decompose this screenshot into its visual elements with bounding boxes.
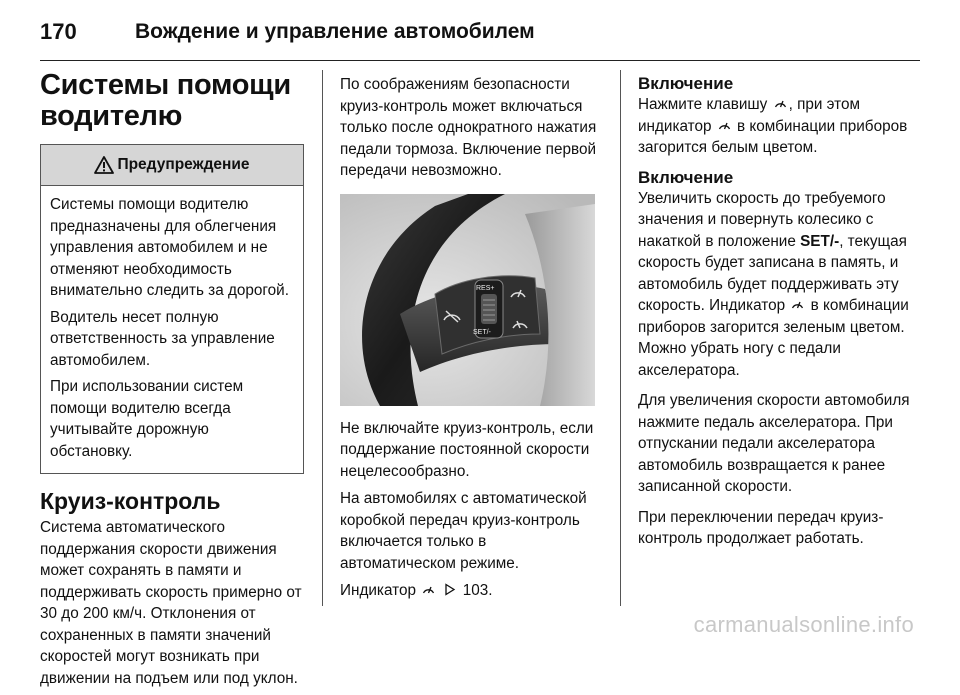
cruise-indicator-icon xyxy=(422,583,435,596)
steering-wheel-illustration xyxy=(340,194,595,406)
watermark: carmanualsonline.info xyxy=(693,612,914,637)
running-title: Вождение и управление автомобилем xyxy=(135,20,535,43)
page-header xyxy=(40,14,920,50)
warning-header xyxy=(41,145,303,186)
column-divider-2 xyxy=(620,70,621,606)
warning-title: Предупреждение xyxy=(117,156,250,174)
res-label: RES+ xyxy=(476,284,495,292)
page-reference-arrow-icon xyxy=(443,583,456,596)
text-fragment: в комбинации приборов загорится белым цветом. xyxy=(638,117,908,156)
acceleration-paragraph: Для увеличения скорости автомобиля нажмите педаль акселератора. При отпускании педали акселератора автомобиль возвращается к ранее записанной скорости. xyxy=(638,392,910,495)
text-fragment: , текущая скорость будет записана в память, и автомобиль будет поддерживать эту скорость. Индикатор xyxy=(638,232,907,314)
cruise-button-icon xyxy=(774,97,787,110)
set-speed-paragraph xyxy=(638,188,910,382)
cruise-indicator-icon xyxy=(718,119,731,132)
cruise-control-description: Система автоматического поддержания скорости движения может сохранять в памяти и поддерживать скорость примерно от 30 до 200 км/ч. Отклонения от сохраненных в памяти значений скоростей могут возникать при движении на подъем или под уклон. xyxy=(40,519,302,687)
section-title-line-1: Системы помощи xyxy=(40,69,291,101)
column-1 xyxy=(40,70,304,695)
indicator-label: Индикатор xyxy=(340,582,416,599)
column-3 xyxy=(638,74,910,559)
activation-heading: Включение xyxy=(638,74,734,93)
column-divider-1 xyxy=(322,70,323,606)
column-2 xyxy=(340,74,604,608)
cruise-control-heading: Круиз-контроль xyxy=(40,488,221,514)
indicator-reference xyxy=(340,580,604,602)
warning-paragraph: При использовании систем помощи водителю всегда учитывайте дорожную обстановку. xyxy=(50,378,244,460)
cruise-indicator-icon xyxy=(791,298,804,311)
warning-box xyxy=(40,144,304,474)
warning-triangle-icon xyxy=(94,156,114,174)
text-fragment: Увеличить скорость до требуемого значения и повернуть колесико с накаткой в положение xyxy=(638,189,886,250)
warning-paragraph: Водитель несет полную ответственность за управление автомобилем. xyxy=(50,308,275,369)
set-label: SET/- xyxy=(473,328,491,336)
text-fragment: , при этом индикатор xyxy=(638,96,861,135)
text-fragment: в комбинации приборов загорится зеленым цветом. Можно убрать ногу с педали акселератора. xyxy=(638,297,909,379)
gear-change-paragraph: При переключении передач круиз-контроль продолжает работать. xyxy=(638,508,884,547)
steering-wheel-figure xyxy=(340,194,595,406)
section-title-line-2: водителю xyxy=(40,100,183,132)
header-rule xyxy=(40,60,920,61)
page-reference: 103. xyxy=(462,582,493,599)
section-title xyxy=(40,70,304,132)
notice-paragraph: Не включайте круиз-контроль, если поддержание постоянной скорости нецелесообразно. xyxy=(340,419,594,480)
text-fragment: Нажмите клавишу xyxy=(638,96,768,113)
automatic-gearbox-paragraph: На автомобилях с автоматической коробкой передач круиз-контроль включается только в автоматическом режиме. xyxy=(340,490,587,572)
warning-paragraph: Системы помощи водителю предназначены для облегчения управления автомобилем и не отменяют необходимость внимательно следить за дорогой. xyxy=(50,196,289,299)
activation-paragraph xyxy=(638,94,910,159)
page-number: 170 xyxy=(40,19,77,44)
activation-heading-2: Включение xyxy=(638,167,734,187)
warning-body xyxy=(41,186,303,473)
set-label-bold: SET/- xyxy=(800,232,840,250)
safety-paragraph: По соображениям безопасности круиз-контроль может включаться только после однократного нажатия педали тормоза. Включение первой передачи невозможно. xyxy=(340,76,597,179)
